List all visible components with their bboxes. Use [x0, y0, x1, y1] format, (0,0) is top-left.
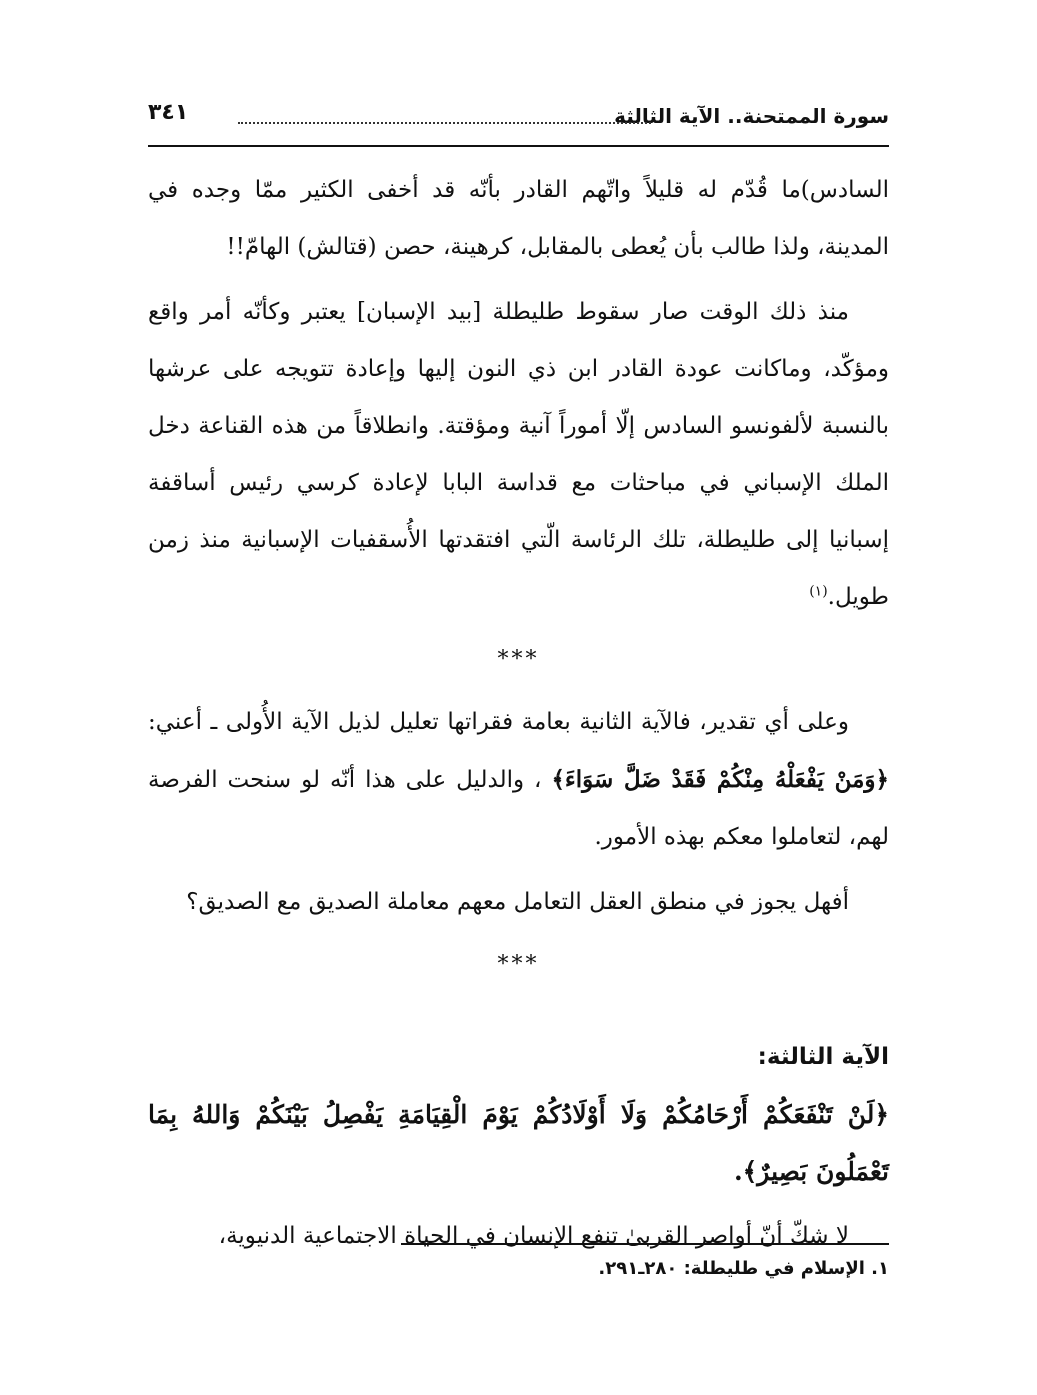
header-title: سورة الممتحنة.. الآية الثالثة	[614, 104, 889, 128]
paragraph-1: السادس)ما قُدّم له قليلاً واتّهم القادر بأنّه قد أخفى الكثير ممّا وجده في المدينة، ولذا طالب بأن يُعطى بالمقابل، كرهينة، حصن (قتالش) الهامّ!!	[148, 177, 889, 260]
quran-quote: ﴿وَمَنْ يَفْعَلْهُ مِنْكُمْ فَقَدْ ضَلَّ سَوَاءَ﴾	[551, 766, 889, 793]
main-text	[148, 162, 889, 1265]
paragraph-3	[148, 694, 889, 866]
footnote-reference[interactable]: (١)	[809, 583, 828, 600]
quran-verse: ﴿لَنْ تَنْفَعَكُمْ أَرْحَامُكُمْ وَلَا أَوْلَادُكُمْ يَوْمَ الْقِيَامَةِ يَفْصِلُ بَيْنَكُمْ وَاللهُ بِمَا تَعْمَلُونَ بَصِيرٌ﴾.	[148, 1100, 889, 1186]
header-dot-leader	[238, 122, 651, 124]
paragraph-3-text-before: وعلى أي تقدير، فالآية الثانية بعامة فقراتها تعليل لذيل الآية الأُولى ـ أعني:	[148, 709, 849, 735]
running-header	[148, 100, 889, 140]
paragraph-4: أفهل يجوز في منطق العقل التعامل معهم معاملة الصديق مع الصديق؟	[186, 889, 849, 915]
footnote: ١. الإسلام في طليطلة: ٢٨٠ـ٢٩١.	[598, 1258, 889, 1279]
page-number: ٣٤١	[148, 100, 189, 125]
paragraph-2-text: منذ ذلك الوقت صار سقوط طليطلة [بيد الإسبان] يعتبر وكأنّه أمر واقع ومؤكّد، وماكانت عودة القادر ابن ذي النون إليها وإعادة تتويجه على عرشها بالنسبة لألفونسو السادس إلّا أموراً آنية ومؤقتة. وانطلاقاً من هذه القناعة دخل الملك الإسباني في مباحثات مع قداسة البابا لإعادة كرسي رئيس أساقفة إسبانيا إلى طليطلة، تلك الرئاسة الّتي افتقدتها الأُسقفيات الإسبانية منذ زمن طويل.	[148, 299, 889, 610]
header-rule	[148, 145, 889, 147]
footnote-rule	[401, 1243, 889, 1245]
section-separator: ***	[497, 952, 540, 977]
section-heading: الآية الثالثة:	[757, 1044, 889, 1070]
paragraph-3-text-after: ، والدليل على هذا أنّه لو سنحت الفرصة لهم، لتعاملوا معكم بهذه الأمور.	[148, 767, 889, 850]
paragraph-5: لا شكّ أنّ أواصر القربىٰ تنفع الإنسان في الحياة الاجتماعية الدنيوية،	[218, 1223, 849, 1249]
paragraph-2	[148, 284, 889, 626]
section-separator: ***	[497, 647, 540, 672]
